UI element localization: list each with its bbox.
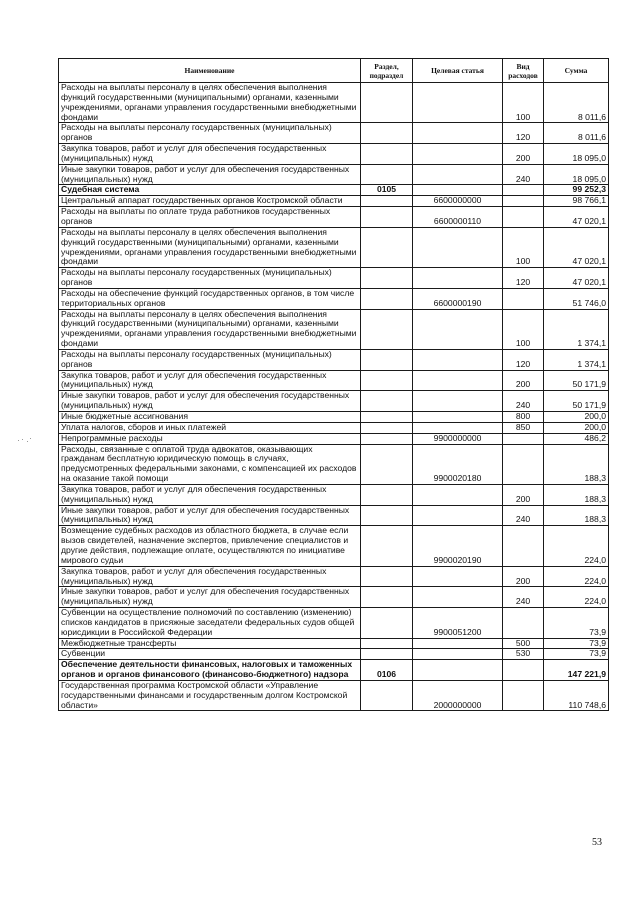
cell-section (361, 196, 413, 207)
cell-type: 120 (503, 349, 544, 370)
cell-sum: 188,3 (544, 484, 609, 505)
cell-section (361, 309, 413, 349)
cell-name: Расходы на выплаты персоналу в целях обеспечения выполнения функций государственными (муниципальными) органами, казенными учреждениями, органами управления государственными внебюджетными фондами (59, 309, 361, 349)
table-row (59, 185, 609, 196)
cell-name: Закупка товаров, работ и услуг для обеспечения государственных (муниципальных) нужд (59, 484, 361, 505)
cell-target (413, 587, 503, 608)
table-body (59, 83, 609, 711)
cell-target (413, 649, 503, 660)
cell-type (503, 680, 544, 711)
cell-name: Расходы на выплаты по оплате труда работников государственных органов (59, 207, 361, 228)
cell-name: Иные закупки товаров, работ и услуг для обеспечения государственных (муниципальных) нужд (59, 164, 361, 185)
cell-name: Закупка товаров, работ и услуг для обеспечения государственных (муниципальных) нужд (59, 566, 361, 587)
cell-sum: 99 252,3 (544, 185, 609, 196)
cell-name: Уплата налогов, сборов и иных платежей (59, 422, 361, 433)
header-type: Вид расходов (503, 59, 544, 83)
cell-type: 200 (503, 566, 544, 587)
cell-section (361, 268, 413, 289)
cell-target (413, 83, 503, 123)
cell-type (503, 185, 544, 196)
cell-name: Обеспечение деятельности финансовых, налоговых и таможенных органов и органов финансового (финансово-бюджетного) надзора (59, 660, 361, 681)
table-row (59, 638, 609, 649)
cell-target (413, 185, 503, 196)
cell-sum: 200,0 (544, 422, 609, 433)
cell-name: Субвенции (59, 649, 361, 660)
cell-type (503, 660, 544, 681)
cell-target (413, 370, 503, 391)
table-row (59, 123, 609, 144)
table-row (59, 587, 609, 608)
cell-sum: 8 011,6 (544, 83, 609, 123)
cell-type (503, 433, 544, 444)
cell-sum: 47 020,1 (544, 207, 609, 228)
cell-section (361, 433, 413, 444)
cell-name: Государственная программа Костромской области «Управление государственными финансами и государственным долгом Костромской области» (59, 680, 361, 711)
table-row (59, 412, 609, 423)
cell-sum: 200,0 (544, 412, 609, 423)
cell-section: 0106 (361, 660, 413, 681)
cell-sum: 47 020,1 (544, 227, 609, 267)
cell-sum: 1 374,1 (544, 309, 609, 349)
cell-type: 240 (503, 391, 544, 412)
cell-section (361, 370, 413, 391)
cell-type: 530 (503, 649, 544, 660)
cell-name: Расходы, связанные с оплатой труда адвокатов, оказывающих гражданам бесплатную юридическую помощь в случаях, предусмотренных федеральными законами, с компенсацией их расходов на оказание такой помощи (59, 444, 361, 484)
cell-target: 9900020190 (413, 526, 503, 566)
cell-target: 6600000110 (413, 207, 503, 228)
cell-section (361, 587, 413, 608)
cell-section (361, 608, 413, 639)
table-row (59, 207, 609, 228)
cell-target (413, 391, 503, 412)
cell-name: Иные закупки товаров, работ и услуг для обеспечения государственных (муниципальных) нужд (59, 505, 361, 526)
cell-target (413, 505, 503, 526)
cell-type: 240 (503, 164, 544, 185)
cell-target: 6600000190 (413, 288, 503, 309)
cell-section (361, 144, 413, 165)
cell-name: Возмещение судебных расходов из областного бюджета, в случае если вызов свидетелей, назначение экспертов, привлечение специалистов и другие действия, подлежащие оплате, осуществляются по инициативе мирового судьи (59, 526, 361, 566)
cell-sum: 188,3 (544, 505, 609, 526)
table-header-row (59, 59, 609, 83)
scan-speck (18, 438, 32, 442)
cell-target (413, 164, 503, 185)
header-section: Раздел, подраздел (361, 59, 413, 83)
cell-type: 850 (503, 422, 544, 433)
cell-type: 100 (503, 83, 544, 123)
cell-name: Закупка товаров, работ и услуг для обеспечения государственных (муниципальных) нужд (59, 370, 361, 391)
cell-section (361, 422, 413, 433)
cell-type (503, 288, 544, 309)
cell-target: 9900051200 (413, 608, 503, 639)
cell-sum: 224,0 (544, 526, 609, 566)
table-row (59, 505, 609, 526)
cell-type: 240 (503, 587, 544, 608)
cell-name: Субвенции на осуществление полномочий по составлению (изменению) списков кандидатов в присяжные заседатели федеральных судов общей юрисдикции в Российской Федерации (59, 608, 361, 639)
budget-table (58, 58, 609, 711)
cell-type (503, 207, 544, 228)
cell-target: 9900020180 (413, 444, 503, 484)
table-row (59, 566, 609, 587)
cell-target: 2000000000 (413, 680, 503, 711)
table-row (59, 422, 609, 433)
cell-name: Иные закупки товаров, работ и услуг для обеспечения государственных (муниципальных) нужд (59, 587, 361, 608)
cell-target (413, 227, 503, 267)
cell-type: 800 (503, 412, 544, 423)
header-sum: Сумма (544, 59, 609, 83)
cell-section (361, 638, 413, 649)
cell-section (361, 526, 413, 566)
cell-type: 120 (503, 268, 544, 289)
cell-section (361, 649, 413, 660)
header-target: Целевая статья (413, 59, 503, 83)
table-row (59, 268, 609, 289)
cell-name: Расходы на выплаты персоналу в целях обеспечения выполнения функций государственными (муниципальными) органами, казенными учреждениями, органами управления государственными внебюджетными фондами (59, 227, 361, 267)
cell-type: 200 (503, 144, 544, 165)
cell-section (361, 444, 413, 484)
cell-name: Судебная система (59, 185, 361, 196)
cell-sum: 486,2 (544, 433, 609, 444)
cell-name: Межбюджетные трансферты (59, 638, 361, 649)
table-row (59, 680, 609, 711)
cell-section (361, 505, 413, 526)
table-row (59, 309, 609, 349)
table-row (59, 660, 609, 681)
cell-target (413, 638, 503, 649)
table-row (59, 649, 609, 660)
cell-sum: 73,9 (544, 649, 609, 660)
cell-type: 200 (503, 484, 544, 505)
cell-target (413, 422, 503, 433)
cell-type: 100 (503, 309, 544, 349)
cell-section (361, 288, 413, 309)
cell-sum: 147 221,9 (544, 660, 609, 681)
cell-type: 500 (503, 638, 544, 649)
cell-name: Расходы на обеспечение функций государственных органов, в том числе территориальных органов (59, 288, 361, 309)
cell-section: 0105 (361, 185, 413, 196)
cell-type (503, 444, 544, 484)
cell-target (413, 268, 503, 289)
cell-section (361, 207, 413, 228)
cell-type: 240 (503, 505, 544, 526)
cell-target (413, 660, 503, 681)
cell-sum: 47 020,1 (544, 268, 609, 289)
table-row (59, 526, 609, 566)
cell-sum: 18 095,0 (544, 164, 609, 185)
cell-name: Центральный аппарат государственных органов Костромской области (59, 196, 361, 207)
cell-sum: 224,0 (544, 566, 609, 587)
table-row (59, 164, 609, 185)
cell-section (361, 484, 413, 505)
cell-sum: 51 746,0 (544, 288, 609, 309)
cell-type: 120 (503, 123, 544, 144)
table-row (59, 484, 609, 505)
table-row (59, 349, 609, 370)
cell-sum: 8 011,6 (544, 123, 609, 144)
page-number: 53 (592, 837, 602, 848)
cell-type: 100 (503, 227, 544, 267)
table-row (59, 144, 609, 165)
cell-section (361, 566, 413, 587)
table-row (59, 196, 609, 207)
cell-sum: 50 171,9 (544, 391, 609, 412)
cell-target (413, 566, 503, 587)
cell-name: Закупка товаров, работ и услуг для обеспечения государственных (муниципальных) нужд (59, 144, 361, 165)
cell-sum: 98 766,1 (544, 196, 609, 207)
cell-sum: 110 748,6 (544, 680, 609, 711)
cell-section (361, 412, 413, 423)
cell-target: 6600000000 (413, 196, 503, 207)
cell-name: Расходы на выплаты персоналу государственных (муниципальных) органов (59, 268, 361, 289)
table-row (59, 288, 609, 309)
cell-sum: 50 171,9 (544, 370, 609, 391)
cell-type (503, 526, 544, 566)
cell-section (361, 391, 413, 412)
table-row (59, 370, 609, 391)
cell-section (361, 83, 413, 123)
cell-type (503, 608, 544, 639)
cell-section (361, 349, 413, 370)
cell-sum: 73,9 (544, 638, 609, 649)
table-row (59, 391, 609, 412)
cell-target (413, 412, 503, 423)
cell-name: Расходы на выплаты персоналу государственных (муниципальных) органов (59, 349, 361, 370)
cell-section (361, 164, 413, 185)
table-row (59, 444, 609, 484)
cell-section (361, 680, 413, 711)
cell-section (361, 227, 413, 267)
cell-target (413, 123, 503, 144)
cell-type (503, 196, 544, 207)
table-row (59, 608, 609, 639)
cell-name: Иные закупки товаров, работ и услуг для обеспечения государственных (муниципальных) нужд (59, 391, 361, 412)
cell-sum: 18 095,0 (544, 144, 609, 165)
cell-sum: 224,0 (544, 587, 609, 608)
table-row (59, 227, 609, 267)
cell-name: Расходы на выплаты персоналу в целях обеспечения выполнения функций государственными (муниципальными) органами, казенными учреждениями, органами управления государственными внебюджетными фондами (59, 83, 361, 123)
cell-name: Расходы на выплаты персоналу государственных (муниципальных) органов (59, 123, 361, 144)
table-row (59, 83, 609, 123)
cell-sum: 1 374,1 (544, 349, 609, 370)
cell-target (413, 144, 503, 165)
cell-target (413, 484, 503, 505)
cell-type: 200 (503, 370, 544, 391)
header-name: Наименование (59, 59, 361, 83)
cell-target: 9900000000 (413, 433, 503, 444)
cell-sum: 188,3 (544, 444, 609, 484)
cell-name: Непрограммные расходы (59, 433, 361, 444)
cell-section (361, 123, 413, 144)
cell-sum: 73,9 (544, 608, 609, 639)
table-row (59, 433, 609, 444)
cell-target (413, 349, 503, 370)
cell-name: Иные бюджетные ассигнования (59, 412, 361, 423)
cell-target (413, 309, 503, 349)
